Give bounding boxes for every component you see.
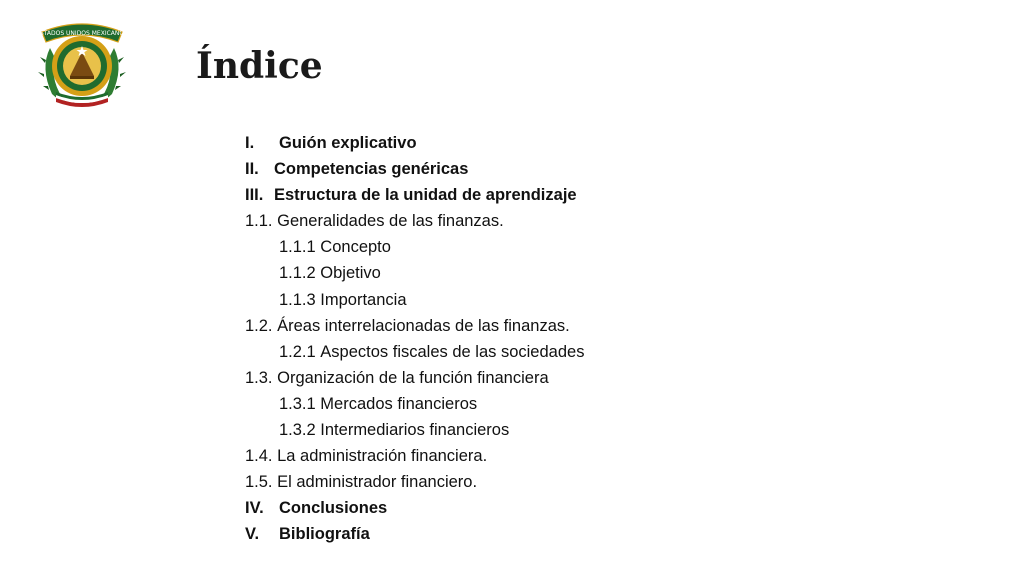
table-of-contents (245, 130, 584, 548)
toc-item-text: Intermediarios financieros (320, 421, 510, 440)
toc-item-number: 1.1. (245, 212, 273, 231)
toc-item-text: Organización de la función financiera (277, 368, 549, 387)
toc-item-text: Importancia (320, 290, 407, 309)
toc-item-number: 1.3.1 (279, 394, 316, 413)
toc-item (245, 313, 584, 339)
toc-item-number: III. (245, 186, 264, 205)
toc-item-text: El administrador financiero. (277, 473, 478, 492)
toc-item-text: Áreas interrelacionadas de las finanzas. (277, 316, 570, 335)
toc-item-number: 1.4. (245, 447, 273, 466)
toc-item (245, 208, 584, 234)
toc-item-text: Estructura de la unidad de aprendizaje (274, 186, 577, 205)
toc-item-text: Aspectos fiscales de las sociedades (320, 342, 585, 361)
toc-item-text: Bibliografía (279, 525, 370, 544)
toc-item (245, 365, 584, 391)
toc-item-text: Conclusiones (279, 499, 388, 518)
toc-item-number: 1.3. (245, 368, 273, 387)
toc-item (245, 156, 584, 182)
toc-item-text: Competencias genéricas (274, 160, 469, 179)
toc-item (245, 469, 584, 495)
toc-item-text: Concepto (320, 238, 391, 257)
toc-item-number: V. (245, 525, 260, 544)
toc-item-number: 1.1.2 (279, 264, 316, 283)
toc-item (245, 495, 584, 521)
toc-item-number: IV. (245, 499, 264, 518)
toc-item-number: 1.2.1 (279, 342, 316, 361)
toc-item (245, 287, 584, 313)
toc-item (245, 130, 584, 156)
toc-item (245, 339, 584, 365)
toc-item-number: II. (245, 160, 259, 179)
toc-item-text: Objetivo (320, 264, 381, 283)
toc-item (245, 260, 584, 286)
toc-item-number: 1.1.1 (279, 238, 316, 257)
slide-title: Índice (196, 45, 323, 87)
toc-item (245, 391, 584, 417)
coat-of-arms-icon (34, 18, 130, 108)
toc-item-number: 1.1.3 (279, 290, 316, 309)
toc-item-number: 1.3.2 (279, 421, 316, 440)
toc-item (245, 521, 584, 547)
toc-item (245, 234, 584, 260)
toc-item (245, 417, 584, 443)
toc-item-text: Generalidades de las finanzas. (277, 212, 504, 231)
toc-item-text: Mercados financieros (320, 394, 478, 413)
toc-item (245, 182, 584, 208)
logo-ribbon-text: ESTADOS UNIDOS MEXICANOS (36, 30, 128, 37)
toc-item-text: La administración financiera. (277, 447, 488, 466)
toc-item-text: Guión explicativo (279, 134, 417, 152)
toc-item-number: 1.5. (245, 473, 273, 492)
toc-item-number: 1.2. (245, 316, 273, 335)
toc-item-number: I. (245, 134, 255, 152)
toc-item (245, 443, 584, 469)
